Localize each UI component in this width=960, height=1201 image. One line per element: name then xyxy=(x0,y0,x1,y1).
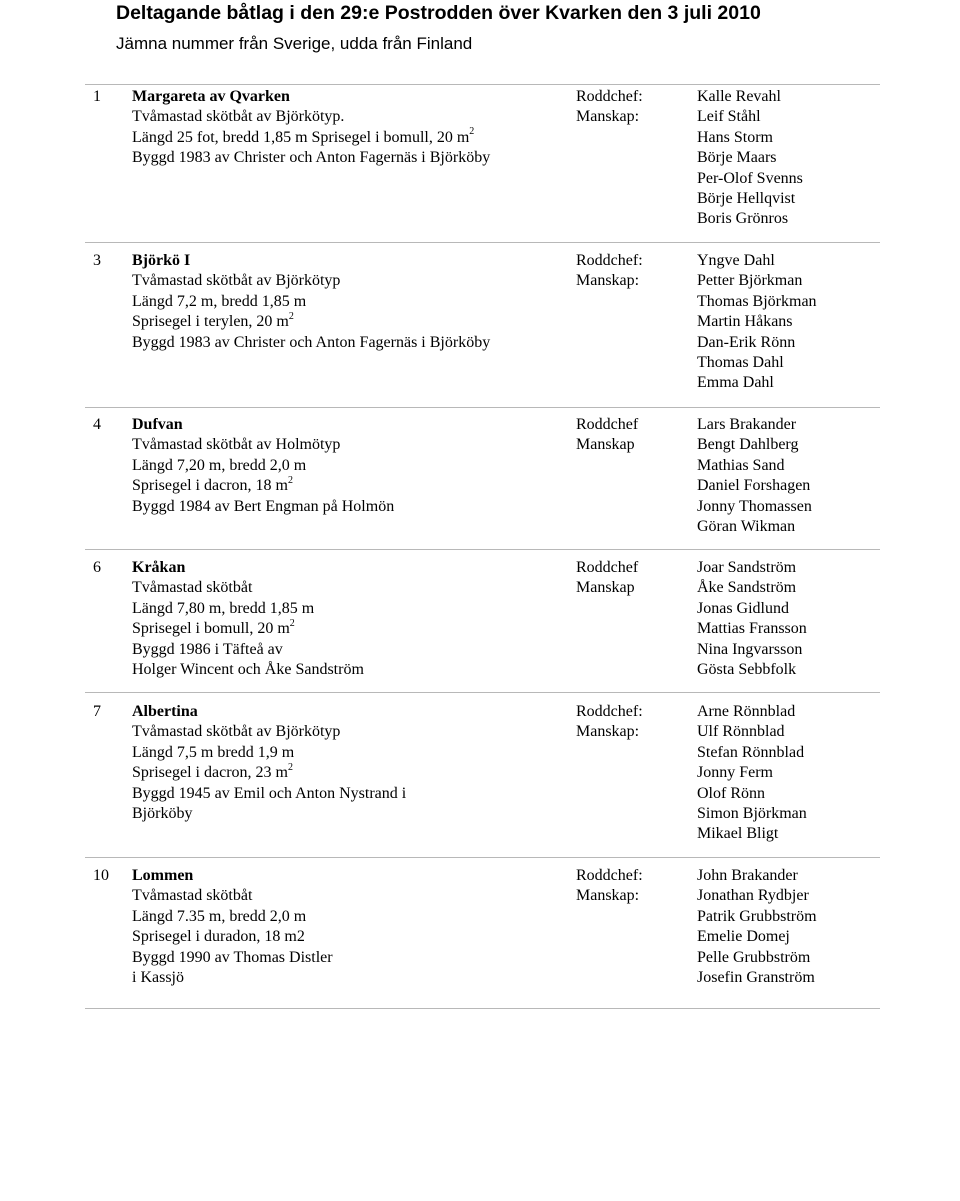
crew-member: Ulf Rönnblad xyxy=(697,723,785,741)
crew-list xyxy=(697,866,817,988)
crew-member: Yngve Dahl xyxy=(697,252,775,269)
crew-member: Jonathan Rydbjer xyxy=(697,887,809,905)
role-label: Manskap: xyxy=(576,272,640,290)
crew-member: Bengt Dahlberg xyxy=(697,436,799,454)
crew-member: Arne Rönnblad xyxy=(697,703,796,720)
crew-member: Mattias Fransson xyxy=(697,620,807,638)
crew-member: Patrik Grubbström xyxy=(697,907,817,925)
role-labels xyxy=(576,415,638,456)
crew-member: Thomas Björkman xyxy=(697,292,817,310)
role-label: Roddchef xyxy=(576,559,639,576)
role-label: Roddchef: xyxy=(576,703,643,720)
boat-detail: Längd 7,20 m, bredd 2,0 m xyxy=(132,456,307,474)
boat-detail: Längd 7,2 m, bredd 1,85 m xyxy=(132,292,307,310)
role-labels xyxy=(576,87,643,128)
crew-member: Jonas Gidlund xyxy=(697,599,789,617)
crew-member: Hans Storm xyxy=(697,128,773,146)
crew-member: Emma Dahl xyxy=(697,374,774,392)
crew-member: Pelle Grubbström xyxy=(697,948,811,966)
divider xyxy=(85,692,880,693)
page-subtitle: Jämna nummer från Sverige, udda från Finland xyxy=(116,34,473,53)
crew-member: Daniel Forshagen xyxy=(697,477,811,495)
boat-number: 4 xyxy=(93,416,101,433)
crew-member: Göran Wikman xyxy=(697,518,796,536)
boat-detail: Björköby xyxy=(132,805,193,823)
boat-detail: Sprisegel i dacron, 18 $m^2$ xyxy=(132,474,293,495)
crew-member: Per-Olof Svenns xyxy=(697,169,803,187)
crew-list xyxy=(697,415,812,537)
role-label: Roddchef xyxy=(576,416,639,433)
crew-member: Emelie Domej xyxy=(697,928,790,946)
crew-member: Simon Björkman xyxy=(697,805,807,823)
crew-list xyxy=(697,702,807,845)
boat-detail: i Kassjö xyxy=(132,969,184,987)
boat-description xyxy=(132,866,333,988)
boat-name: Björkö I xyxy=(132,252,191,269)
boat-detail: Sprisegel i bomull, 20 $m^2$ xyxy=(132,617,295,638)
role-label: Manskap xyxy=(576,436,635,454)
boat-number: 3 xyxy=(93,252,101,269)
boat-description xyxy=(132,87,490,169)
crew-member: Mikael Bligt xyxy=(697,825,779,843)
crew-member: Nina Ingvarsson xyxy=(697,640,803,658)
crew-member: Åke Sandström xyxy=(697,579,797,597)
boat-description xyxy=(132,415,394,517)
role-label: Manskap xyxy=(576,579,635,597)
crew-member: Joar Sandström xyxy=(697,559,797,576)
crew-member: Börje Maars xyxy=(697,149,777,167)
role-label: Roddchef: xyxy=(576,252,643,269)
crew-member: Leif Ståhl xyxy=(697,108,761,126)
role-labels xyxy=(576,702,643,743)
role-labels xyxy=(576,558,638,599)
boat-description xyxy=(132,558,364,680)
boat-detail: Sprisegel i terylen, 20 $m^2$ xyxy=(132,310,294,331)
crew-member: Kalle Revahl xyxy=(697,88,781,105)
boat-detail: Längd 7.35 m, bredd 2,0 m xyxy=(132,907,307,925)
crew-member: Josefin Granström xyxy=(697,969,815,987)
boat-detail: Holger Wincent och Åke Sandström xyxy=(132,661,364,679)
boat-number: 6 xyxy=(93,559,101,576)
boat-name: Lommen xyxy=(132,867,194,884)
page-title: Deltagande båtlag i den 29:e Postrodden över Kvarken den 3 juli 2010 xyxy=(116,2,761,24)
crew-member: Boris Grönros xyxy=(697,210,789,228)
divider xyxy=(85,84,880,85)
boat-description xyxy=(132,251,490,353)
boat-detail: Byggd 1984 av Bert Engman på Holmön xyxy=(132,497,395,515)
crew-member: Jonny Ferm xyxy=(697,764,773,782)
boat-detail: Tvåmastad skötbåt av Björkötyp. xyxy=(132,108,345,126)
boat-detail: Byggd 1986 i Täfteå av xyxy=(132,640,283,658)
divider xyxy=(85,407,880,408)
crew-member: Petter Björkman xyxy=(697,272,803,290)
boat-detail: Längd 25 fot, bredd 1,85 m Sprisegel i bomull, 20 $m^2$ xyxy=(132,126,475,146)
role-label: Manskap: xyxy=(576,108,640,126)
boat-name: Kråkan xyxy=(132,559,186,576)
role-label: Roddchef: xyxy=(576,867,643,884)
crew-member: Stefan Rönnblad xyxy=(697,743,805,761)
boat-name: Dufvan xyxy=(132,416,183,433)
divider xyxy=(85,1008,880,1009)
divider xyxy=(85,242,880,243)
crew-member: John Brakander xyxy=(697,867,798,884)
boat-detail: Tvåmastad skötbåt xyxy=(132,579,253,597)
boat-detail: Byggd 1945 av Emil och Anton Nystrand i xyxy=(132,784,407,802)
boat-number: 7 xyxy=(93,703,101,720)
role-label: Manskap: xyxy=(576,723,640,741)
crew-list xyxy=(697,87,803,230)
boat-detail: Sprisegel i dacron, 23 $m^2$ xyxy=(132,761,293,782)
boat-number: 10 xyxy=(93,867,109,884)
crew-member: Dan-Erik Rönn xyxy=(697,333,796,351)
divider xyxy=(85,857,880,858)
boat-number: 1 xyxy=(93,88,101,105)
boat-description xyxy=(132,702,406,824)
boat-detail: Byggd 1983 av Christer och Anton Fagernäs i Björköby xyxy=(132,333,491,351)
boat-detail: Sprisegel i duradon, 18 m2 xyxy=(132,928,305,946)
crew-list xyxy=(697,558,807,680)
role-labels xyxy=(576,251,643,292)
boat-detail: Tvåmastad skötbåt xyxy=(132,887,253,905)
boat-detail: Byggd 1983 av Christer och Anton Fagernäs i Björköby xyxy=(132,149,491,167)
crew-member: Olof Rönn xyxy=(697,784,765,802)
boat-detail: Byggd 1990 av Thomas Distler xyxy=(132,948,333,966)
role-label: Roddchef: xyxy=(576,88,643,105)
crew-list xyxy=(697,251,817,394)
boat-detail: Tvåmastad skötbåt av Björkötyp xyxy=(132,272,341,290)
boat-detail: Längd 7,5 m bredd 1,9 m xyxy=(132,743,295,761)
crew-member: Börje Hellqvist xyxy=(697,190,796,208)
boat-detail: Längd 7,80 m, bredd 1,85 m xyxy=(132,599,315,617)
boat-name: Margareta av Qvarken xyxy=(132,88,290,105)
boat-name: Albertina xyxy=(132,703,198,720)
boat-detail: Tvåmastad skötbåt av Holmötyp xyxy=(132,436,341,454)
crew-member: Lars Brakander xyxy=(697,416,797,433)
role-label: Manskap: xyxy=(576,887,640,905)
crew-member: Mathias Sand xyxy=(697,456,785,474)
divider xyxy=(85,549,880,550)
crew-member: Gösta Sebbfolk xyxy=(697,661,797,679)
crew-member: Thomas Dahl xyxy=(697,354,784,372)
boat-detail: Tvåmastad skötbåt av Björkötyp xyxy=(132,723,341,741)
crew-member: Martin Håkans xyxy=(697,313,793,331)
crew-member: Jonny Thomassen xyxy=(697,497,812,515)
role-labels xyxy=(576,866,643,907)
